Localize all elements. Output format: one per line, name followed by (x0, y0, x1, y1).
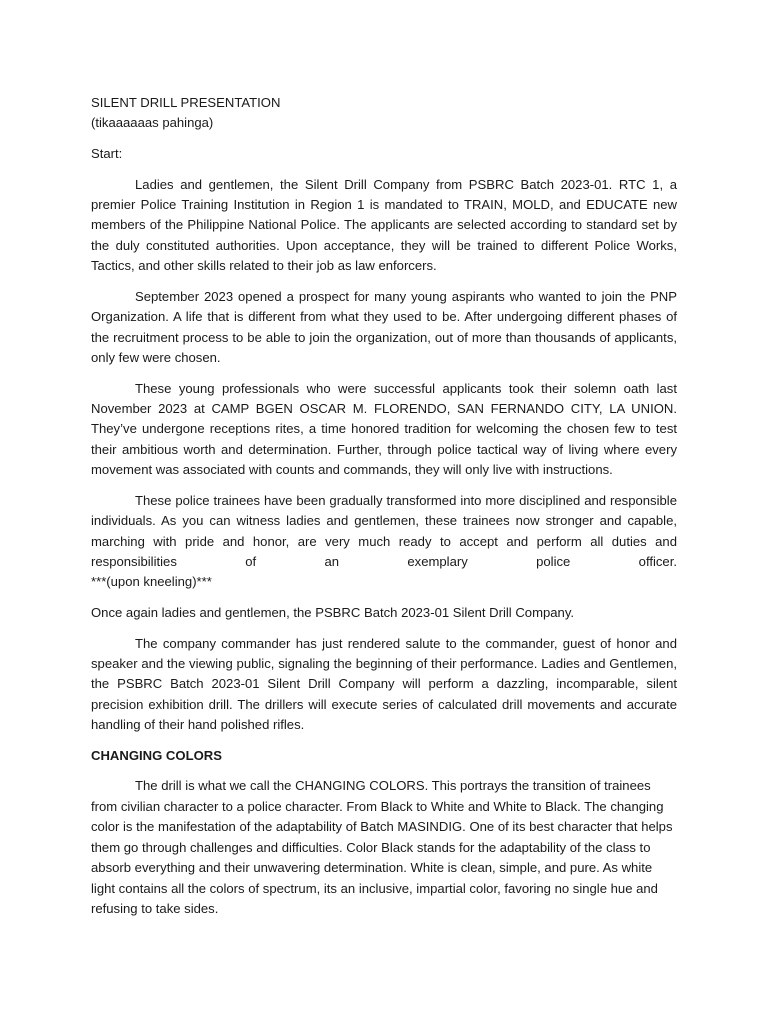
document-subtitle: (tikaaaaaas pahinga) (91, 115, 214, 131)
paragraph-changing-colors: The drill is what we call the CHANGING COLORS. This portrays the transition of trainees from civilian character to a police character. From Black to White and White to Black. The changing color is the manifestation of the adaptability of Batch MASINDIG. One of its best character that helps them go through challenges and difficulties. Color Black stands for the adaptability of the class to absorb everything and their unwavering determination. White is clean, simple, and pure. As white light contains all the colors of spectrum, its an inclusive, impartial color, favoring no single hue and refusing to take sides. (91, 778, 673, 916)
document-title: SILENT DRILL PRESENTATION (91, 95, 281, 110)
paragraph-intro: Ladies and gentlemen, the Silent Drill Company from PSBRC Batch 2023-01. RTC 1, a premier Police Training Institution in Region 1 is mandated to TRAIN, MOLD, and EDUCATE new members of the Philippine National Police. The applicants are selected according to standard set by the duly constituted authorities. Upon acceptance, they will be trained to different Police Works, Tactics, and other skills related to their job as law enforcers. (91, 176, 677, 274)
paragraph-oath: These young professionals who were successful applicants took their solemn oath last November 2023 at CAMP BGEN OSCAR M. FLORENDO, SAN FERNANDO CITY, LA UNION. They’ve undergone receptions rites, a time honored tradition for welcoming the chosen few to test their ambitious worth and determination. Further, through police tactical way of living where every movement was associated with counts and commands, they will only live with instructions. (91, 380, 677, 478)
paragraph-september: September 2023 opened a prospect for many young aspirants who wanted to join the PNP Organization. A life that is different from what they used to be. After undergoing different phases of the recruitment process to be able to join the organization, out of more than thousands of applicants, only few were chosen. (91, 288, 677, 366)
document-page (91, 93, 677, 930)
paragraph-commander: The company commander has just rendered salute to the commander, guest of honor and speaker and the viewing public, signaling the beginning of their performance. Ladies and Gentlemen, the PSBRC Batch 2023-01 Silent Drill Company will perform a dazzling, incomparable, silent precision exhibition drill. The drillers will execute series of calculated drill movements and accurate handling of their hand polished rifles. (91, 635, 677, 733)
start-label: Start: (91, 146, 123, 161)
paragraph-once-again: Once again ladies and gentlemen, the PSBRC Batch 2023-01 Silent Drill Company. (91, 605, 575, 621)
stage-direction-kneeling: ***(upon kneeling)*** (91, 574, 212, 590)
paragraph-transformation: These police trainees have been gradually transformed into more disciplined and responsible individuals. As you can witness ladies and gentlemen, these trainees now stronger and capable, marching with pride and honor, are very much ready to accept and perform all duties and responsibilities of an exemplary police officer. (91, 492, 677, 570)
section-heading: CHANGING COLORS (91, 747, 222, 763)
spacer (91, 134, 677, 144)
